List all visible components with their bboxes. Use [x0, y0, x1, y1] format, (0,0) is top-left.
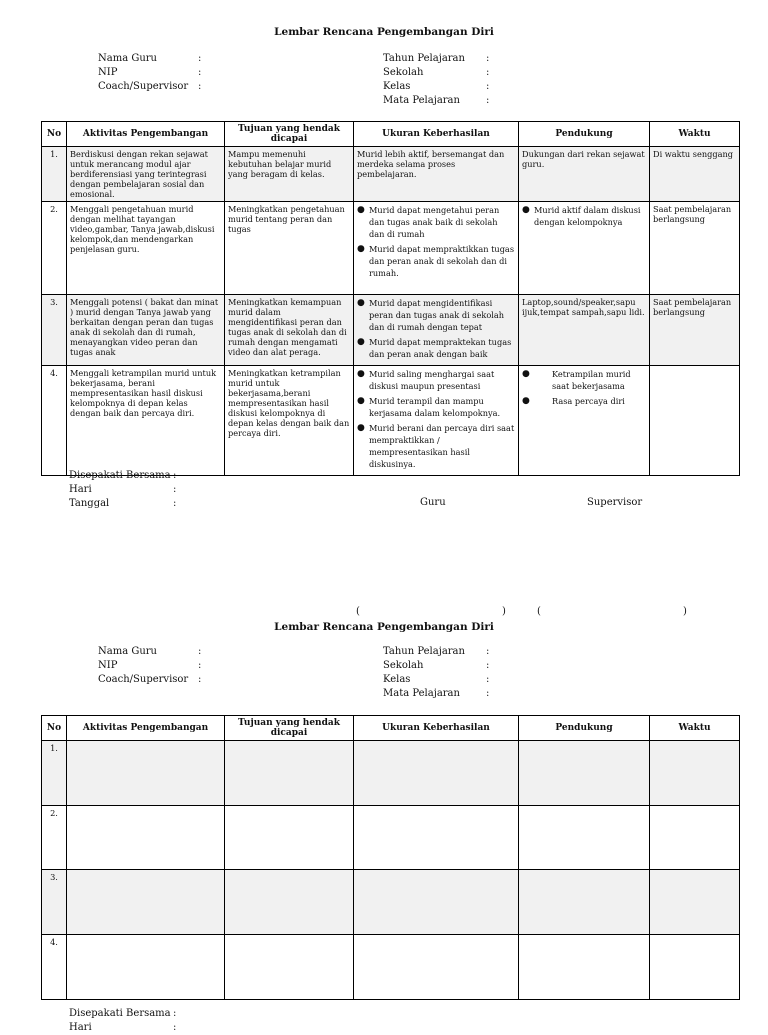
row-number: 4. [42, 366, 67, 476]
cell-aktivitas[interactable] [67, 870, 225, 935]
header-no: No [42, 122, 67, 147]
cell-aktivitas[interactable] [67, 935, 225, 1000]
field-colon: : [486, 688, 490, 699]
field-disepakati [69, 469, 176, 483]
field-label: Sekolah [383, 67, 424, 78]
table-header-row [42, 716, 740, 741]
field-sekolah [383, 66, 489, 80]
cell-ukuran[interactable] [354, 806, 519, 870]
ukuran-list [357, 368, 515, 470]
cell-pendukung[interactable] [519, 741, 650, 806]
form-title: Lembar Rencana Pengembangan Diri [274, 621, 494, 633]
list-item: ● Ketrampilan murid saat bekerjasama [522, 368, 646, 392]
field-colon: : [198, 81, 202, 92]
teacher-info-left [98, 52, 201, 94]
cell-waktu[interactable] [650, 935, 740, 1000]
field-mata-pelajaran [383, 94, 489, 108]
table-row [42, 202, 740, 295]
field-mata-pelajaran [383, 687, 489, 701]
teacher-info-left [98, 645, 201, 687]
field-colon: : [198, 674, 202, 685]
table-row [42, 806, 740, 870]
field-kelas [383, 673, 489, 687]
field-colon: : [486, 53, 490, 64]
field-label: Coach/Supervisor [98, 674, 189, 685]
field-label: Mata Pelajaran [383, 95, 460, 106]
cell-aktivitas: Menggali pengetahuan murid dengan melihat tayangan video,gambar, Tanya jawab,diskusi kelompok,dan mendengarkan penjelasan guru. [67, 202, 225, 295]
ukuran-list [357, 297, 515, 360]
cell-tujuan: Mampu memenuhi kebutuhan belajar murid yang beragam di kelas. [225, 147, 354, 202]
list-item: ● Murid dapat mengidentifikasi peran dan tugas anak di sekolah dan di rumah dengan tepat [357, 297, 515, 333]
pendukung-list [522, 368, 646, 407]
list-item: ● Rasa percaya diri [522, 395, 646, 407]
field-tanggal [69, 497, 176, 511]
development-plan-table-blank [41, 715, 740, 1000]
list-item: ● Murid berani dan percaya diri saat mempraktikkan / mempresentasikan hasil diskusinya. [357, 422, 515, 470]
field-label: Disepakati Bersama [69, 1008, 171, 1019]
cell-ukuran[interactable] [354, 870, 519, 935]
header-pendukung: Pendukung [519, 122, 650, 147]
cell-ukuran [354, 295, 519, 366]
field-tahun-pelajaran [383, 52, 489, 66]
signature-guru-paren-open: ( [356, 606, 360, 617]
field-colon: : [486, 674, 490, 685]
field-label: Kelas [383, 81, 411, 92]
cell-ukuran [354, 202, 519, 295]
cell-aktivitas: Menggali ketrampilan murid untuk bekerjasama, berani mempresentasikan hasil diskusi kelompoknya di depan kelas dengan baik dan percaya diri. [67, 366, 225, 476]
field-nip [98, 66, 201, 80]
row-number: 3. [42, 870, 67, 935]
cell-tujuan: Meningkatkan kemampuan murid dalam mengidentifikasi peran dan tugas anak di sekolah dan di rumah dengan mengamati video dan alat peraga. [225, 295, 354, 366]
cell-aktivitas: Berdiskusi dengan rekan sejawat untuk merancang modul ajar berdiferensiasi yang terintegrasi dengan pembelajaran sosial dan emosional. [67, 147, 225, 202]
header-ukuran: Ukuran Keberhasilan [354, 716, 519, 741]
list-item: ● Murid aktif dalam diskusi dengan kelompoknya [522, 204, 646, 228]
cell-aktivitas[interactable] [67, 741, 225, 806]
field-kelas [383, 80, 489, 94]
signature-supervisor-label: Supervisor [587, 497, 643, 508]
field-label: Sekolah [383, 660, 424, 671]
school-info-right [383, 52, 489, 108]
field-colon: : [486, 67, 490, 78]
cell-aktivitas: Menggali potensi ( bakat dan minat ) murid dengan Tanya jawab yang berkaitan dengan peran dan tugas anak di sekolah dan di rumah, menayangkan video peran dan tugas anak [67, 295, 225, 366]
header-waktu: Waktu [650, 716, 740, 741]
row-number: 3. [42, 295, 67, 366]
field-colon: : [173, 470, 177, 481]
cell-pendukung: Laptop,sound/speaker,sapu ijuk,tempat sampah,sapu lidi. [519, 295, 650, 366]
cell-tujuan: Meningkatkan pengetahuan murid tentang peran dan tugas [225, 202, 354, 295]
pendukung-list [522, 204, 646, 228]
list-item: ● Murid terampil dan mampu kerjasama dalam kelompoknya. [357, 395, 515, 419]
signature-guru-label: Guru [420, 497, 446, 508]
field-hari [69, 483, 176, 497]
field-coach-supervisor [98, 80, 201, 94]
field-disepakati [69, 1007, 176, 1021]
field-colon: : [198, 53, 202, 64]
field-hari [69, 1021, 176, 1035]
field-coach-supervisor [98, 673, 201, 687]
field-label: Tahun Pelajaran [383, 53, 465, 64]
field-colon: : [198, 646, 202, 657]
table-row [42, 295, 740, 366]
table-row [42, 935, 740, 1000]
list-item: ● Murid dapat mempraktekan tugas dan peran anak dengan baik [357, 336, 515, 360]
cell-pendukung[interactable] [519, 806, 650, 870]
development-plan-table [41, 121, 740, 476]
cell-waktu: Di waktu senggang [650, 147, 740, 202]
table-row [42, 741, 740, 806]
table-row [42, 870, 740, 935]
table-row [42, 147, 740, 202]
cell-pendukung[interactable] [519, 935, 650, 1000]
row-number: 2. [42, 202, 67, 295]
row-number: 4. [42, 935, 67, 1000]
field-label: Hari [69, 1022, 92, 1033]
row-number: 2. [42, 806, 67, 870]
header-tujuan: Tujuan yang hendak dicapai [225, 122, 354, 147]
field-colon: : [173, 1022, 177, 1033]
header-ukuran: Ukuran Keberhasilan [354, 122, 519, 147]
school-info-right [383, 645, 489, 701]
field-colon: : [173, 484, 177, 495]
cell-waktu[interactable] [650, 741, 740, 806]
field-sekolah [383, 659, 489, 673]
field-colon: : [198, 660, 202, 671]
row-number: 1. [42, 147, 67, 202]
cell-pendukung[interactable] [519, 870, 650, 935]
row-number: 1. [42, 741, 67, 806]
field-label: Disepakati Bersama [69, 470, 171, 481]
cell-pendukung [519, 366, 650, 476]
cell-waktu: Saat pembelajaran berlangsung [650, 202, 740, 295]
list-item: ● Murid saling menghargai saat diskusi maupun presentasi [357, 368, 515, 392]
list-item: ● Murid dapat mengetahui peran dan tugas anak baik di sekolah dan di rumah [357, 204, 515, 240]
signature-supervisor-paren-open: ( [537, 606, 541, 617]
cell-tujuan[interactable] [225, 935, 354, 1000]
table-header-row [42, 122, 740, 147]
field-colon: : [198, 67, 202, 78]
cell-ukuran[interactable] [354, 935, 519, 1000]
form-title: Lembar Rencana Pengembangan Diri [274, 26, 494, 38]
cell-waktu[interactable] [650, 870, 740, 935]
header-tujuan: Tujuan yang hendak dicapai [225, 716, 354, 741]
field-label: NIP [98, 67, 118, 78]
cell-waktu[interactable] [650, 806, 740, 870]
cell-tujuan: Meningkatkan ketrampilan murid untuk bekerjasama,berani mempresentasikan hasil diskusi kelompoknya di depan kelas dengan baik dan percaya diri. [225, 366, 354, 476]
field-label: Nama Guru [98, 646, 157, 657]
agreement-block [69, 1007, 176, 1035]
agreement-block [69, 469, 176, 511]
header-pendukung: Pendukung [519, 716, 650, 741]
ukuran-list [357, 204, 515, 279]
cell-ukuran [354, 366, 519, 476]
cell-aktivitas[interactable] [67, 806, 225, 870]
table-row [42, 366, 740, 476]
header-aktivitas: Aktivitas Pengembangan [67, 122, 225, 147]
field-label: NIP [98, 660, 118, 671]
cell-ukuran: Murid lebih aktif, bersemangat dan merdeka selama proses pembelajaran. [354, 147, 519, 202]
header-aktivitas: Aktivitas Pengembangan [67, 716, 225, 741]
signature-guru-paren-close: ) [502, 606, 506, 617]
signature-supervisor-paren-close: ) [683, 606, 687, 617]
list-item: ● Murid dapat mempraktikkan tugas dan peran anak di sekolah dan di rumah. [357, 243, 515, 279]
field-label: Kelas [383, 674, 411, 685]
field-label: Coach/Supervisor [98, 81, 189, 92]
field-nip [98, 659, 201, 673]
field-label: Hari [69, 484, 92, 495]
field-tahun-pelajaran [383, 645, 489, 659]
field-colon: : [486, 660, 490, 671]
cell-pendukung [519, 202, 650, 295]
field-colon: : [173, 498, 177, 509]
cell-tujuan[interactable] [225, 741, 354, 806]
cell-tujuan[interactable] [225, 806, 354, 870]
field-colon: : [173, 1008, 177, 1019]
cell-pendukung: Dukungan dari rekan sejawat guru. [519, 147, 650, 202]
cell-waktu [650, 366, 740, 476]
header-waktu: Waktu [650, 122, 740, 147]
field-label: Tanggal [69, 498, 110, 509]
cell-ukuran[interactable] [354, 741, 519, 806]
field-label: Tahun Pelajaran [383, 646, 465, 657]
field-label: Mata Pelajaran [383, 688, 460, 699]
field-colon: : [486, 95, 490, 106]
cell-waktu: Saat pembelajaran berlangsung [650, 295, 740, 366]
header-no: No [42, 716, 67, 741]
cell-tujuan[interactable] [225, 870, 354, 935]
field-nama-guru [98, 645, 201, 659]
field-colon: : [486, 646, 490, 657]
field-label: Nama Guru [98, 53, 157, 64]
field-nama-guru [98, 52, 201, 66]
field-colon: : [486, 81, 490, 92]
